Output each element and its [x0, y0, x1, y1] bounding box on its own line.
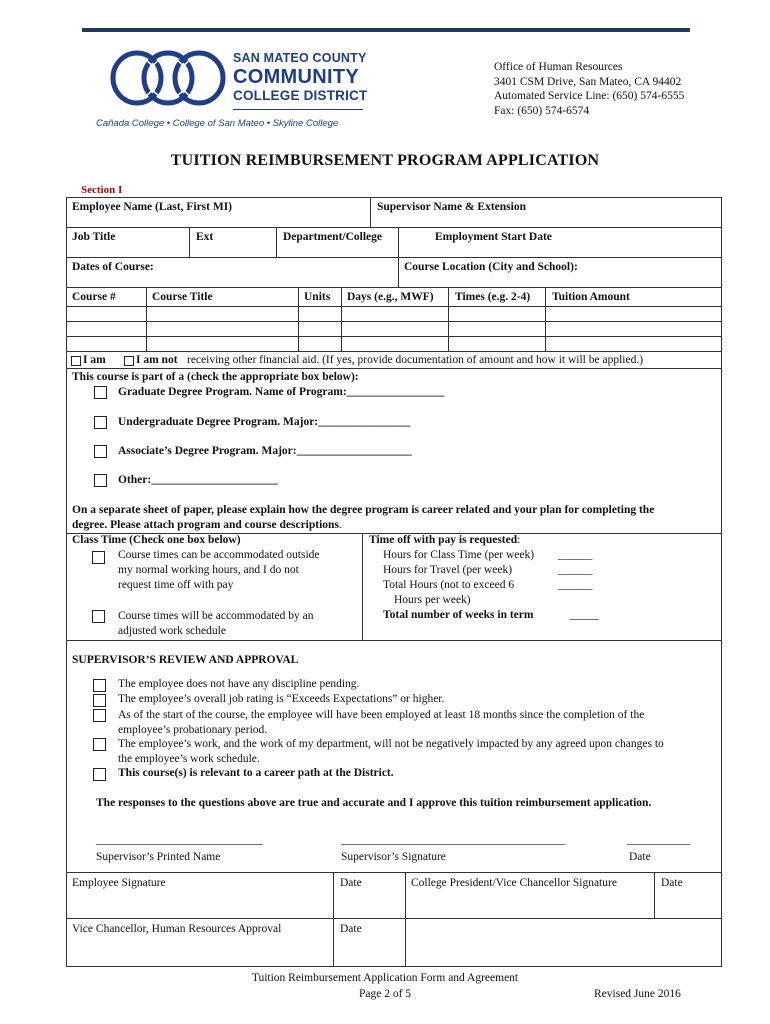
grid-line	[66, 966, 722, 967]
total-hours-label2: Hours per week)	[394, 594, 471, 606]
class-time-option2-line: Course times will be accommodated by an	[118, 610, 314, 622]
grid-line	[545, 287, 546, 351]
grid-line	[398, 227, 399, 257]
undergraduate-option: Undergraduate Degree Program. Major:________________	[118, 416, 411, 428]
time-off-heading-text: Time off with pay is requested	[369, 534, 518, 546]
ext-label: Ext	[196, 231, 214, 243]
review-checkbox-4[interactable]	[93, 738, 106, 751]
review-checkbox-2[interactable]	[93, 694, 106, 707]
org-line1: SAN MATEO COUNTY	[233, 51, 367, 65]
grid-line	[66, 351, 722, 352]
president-signature-label: College President/Vice Chancellor Signature	[411, 877, 617, 889]
grid-line	[398, 257, 399, 287]
grid-line	[66, 321, 722, 322]
times-header: Times (e.g. 2-4)	[455, 291, 531, 303]
class-time-option1	[118, 548, 320, 593]
grid-line	[362, 533, 363, 640]
printed-name-label: Supervisor’s Printed Name	[96, 851, 221, 863]
explain-line1: On a separate sheet of paper, please explain how the degree program is career related and your plan for completing the	[72, 504, 655, 516]
tuition-header: Tuition Amount	[552, 291, 630, 303]
footer-page: Page 2 of 5	[358, 988, 412, 1000]
footer-title: Tuition Reimbursement Application Form and Agreement	[251, 972, 519, 984]
class-time-option2-line: adjusted work schedule	[118, 625, 226, 637]
grid-line	[66, 918, 722, 919]
form-title: TUITION REIMBURSEMENT PROGRAM APPLICATION	[170, 152, 600, 169]
org-line2: COMMUNITY	[233, 65, 360, 88]
grid-line	[66, 227, 722, 228]
grid-line	[189, 227, 190, 257]
grid-line	[66, 368, 722, 369]
president-date-label: Date	[661, 877, 683, 889]
course-title-header: Course Title	[152, 291, 213, 303]
signature-label: Supervisor’s Signature	[341, 851, 446, 863]
office-phone: Automated Service Line: (650) 574-6555	[494, 90, 685, 102]
grid-line	[66, 197, 67, 967]
explain-line2	[72, 519, 342, 531]
start-date-label: Employment Start Date	[435, 231, 552, 243]
weeks-label: Total number of weeks in term	[383, 609, 534, 621]
job-title-label: Job Title	[72, 231, 116, 243]
graduate-checkbox[interactable]	[94, 386, 107, 399]
time-off-heading	[369, 534, 520, 546]
hr-approval-label: Vice Chancellor, Human Resources Approval	[72, 923, 282, 935]
supervisor-name-label: Supervisor Name & Extension	[377, 201, 526, 213]
i-am-not-checkbox[interactable]	[124, 356, 134, 366]
grid-line	[654, 872, 655, 918]
grid-line	[721, 197, 722, 967]
footer-revised: Revised June 2016	[594, 988, 681, 1000]
signature-line[interactable]: _______________________________________	[341, 834, 566, 846]
office-fax: Fax: (650) 574-6574	[494, 104, 590, 117]
total-hours-label: Total Hours (not to exceed 6	[383, 579, 515, 591]
review-checkbox-3[interactable]	[93, 709, 106, 722]
financial-aid-text: receiving other financial aid. (If yes, provide documentation of amount and how it will be applied.)	[187, 354, 644, 366]
district-logo-icon	[109, 48, 227, 108]
review-item-1: The employee does not have any discipline pending.	[118, 678, 360, 690]
i-am-checkbox[interactable]	[71, 356, 81, 366]
explain-line2-end: .	[338, 519, 342, 531]
office-address	[494, 60, 684, 118]
review-item-2: The employee’s overall job rating is “Exceeds Expectations” or higher.	[118, 693, 445, 705]
time-off-heading-colon: :	[517, 534, 521, 546]
grid-line	[66, 306, 722, 307]
units-header: Units	[304, 291, 331, 303]
class-time-option2-checkbox[interactable]	[92, 610, 105, 623]
employee-signature-label: Employee Signature	[72, 877, 166, 889]
grid-line	[298, 287, 299, 351]
review-item-3	[118, 708, 644, 738]
date-label: Date	[629, 851, 651, 863]
class-time-option1-checkbox[interactable]	[92, 551, 105, 564]
class-time-heading: Class Time (Check one box below)	[72, 534, 241, 546]
hours-class-label: Hours for Class Time (per week)	[383, 549, 535, 561]
attestation: The responses to the questions above are true and accurate and I approve this tuition reimbursement application.	[96, 797, 652, 809]
weeks-blank[interactable]: _____	[570, 609, 599, 621]
review-item-3-line: employee’s probationary period.	[118, 724, 268, 736]
grid-line	[146, 287, 147, 351]
review-item-5: This course(s) is relevant to a career path at the District.	[118, 767, 394, 779]
i-am-not-label: I am not	[136, 354, 178, 366]
grid-line	[66, 197, 722, 198]
hr-date-label: Date	[340, 923, 362, 935]
header-rule	[82, 28, 690, 32]
district-name	[233, 52, 367, 102]
course-location-label: Course Location (City and School):	[404, 261, 578, 273]
i-am-label: I am	[83, 354, 106, 366]
program-intro: This course is part of a (check the appropriate box below):	[72, 371, 359, 383]
other-checkbox[interactable]	[94, 474, 107, 487]
days-header: Days (e.g., MWF)	[347, 291, 434, 303]
grid-line	[341, 287, 342, 351]
review-item-4-line: the employee’s work schedule.	[118, 753, 260, 765]
total-hours-blank[interactable]: ______	[558, 579, 593, 591]
employee-name-label: Employee Name (Last, First MI)	[72, 201, 233, 213]
printed-name-line[interactable]: _____________________________	[96, 834, 263, 846]
grid-line	[405, 872, 406, 966]
review-item-4	[118, 737, 664, 767]
college-list: Cañada College • College of San Mateo • Skyline College	[96, 118, 339, 129]
class-time-option2	[118, 609, 313, 639]
review-item-4-line: The employee’s work, and the work of my department, will not be negatively impacted by any agreed upon changes to	[118, 738, 664, 750]
course-number-header: Course #	[72, 291, 116, 303]
class-time-option1-line: my normal working hours, and I do not	[118, 564, 299, 576]
associate-checkbox[interactable]	[94, 445, 107, 458]
review-item-3-line: As of the start of the course, the employee will have been employed at least 18 months since the completion of the	[118, 709, 645, 721]
grid-line	[448, 287, 449, 351]
section-label: Section I	[81, 184, 123, 196]
office-street: 3401 CSM Drive, San Mateo, CA 94402	[494, 75, 682, 88]
grid-line	[333, 872, 334, 966]
grid-line	[66, 287, 722, 288]
class-time-option1-line: Course times can be accommodated outside	[118, 549, 320, 561]
review-checkbox-5[interactable]	[93, 768, 106, 781]
hours-travel-blank[interactable]: ______	[558, 564, 593, 576]
department-label: Department/College	[283, 231, 382, 243]
grid-line	[66, 257, 722, 258]
office-name: Office of Human Resources	[494, 61, 623, 73]
grid-line	[66, 336, 722, 337]
review-checkbox-1[interactable]	[93, 679, 106, 692]
supervisor-heading: SUPERVISOR’S REVIEW AND APPROVAL	[72, 654, 299, 666]
grid-line	[370, 197, 371, 227]
logo-underline	[233, 109, 363, 110]
hours-travel-label: Hours for Travel (per week)	[383, 564, 513, 576]
graduate-option: Graduate Degree Program. Name of Program:_________________	[118, 386, 445, 398]
undergraduate-checkbox[interactable]	[94, 416, 107, 429]
associate-option: Associate’s Degree Program. Major:____________________	[118, 445, 412, 457]
org-line3: COLLEGE DISTRICT	[233, 87, 368, 103]
grid-line	[66, 640, 722, 641]
hours-class-blank[interactable]: ______	[558, 549, 593, 561]
employee-date-label: Date	[340, 877, 362, 889]
dates-of-course-label: Dates of Course:	[72, 261, 154, 273]
class-time-option1-line: request time off with pay	[118, 579, 234, 591]
date-line[interactable]: ___________	[627, 834, 691, 846]
grid-line	[276, 227, 277, 257]
other-option: Other:______________________	[118, 474, 278, 486]
grid-line	[66, 872, 722, 873]
explain-line2-text: degree. Please attach program and course descriptions	[72, 519, 339, 531]
